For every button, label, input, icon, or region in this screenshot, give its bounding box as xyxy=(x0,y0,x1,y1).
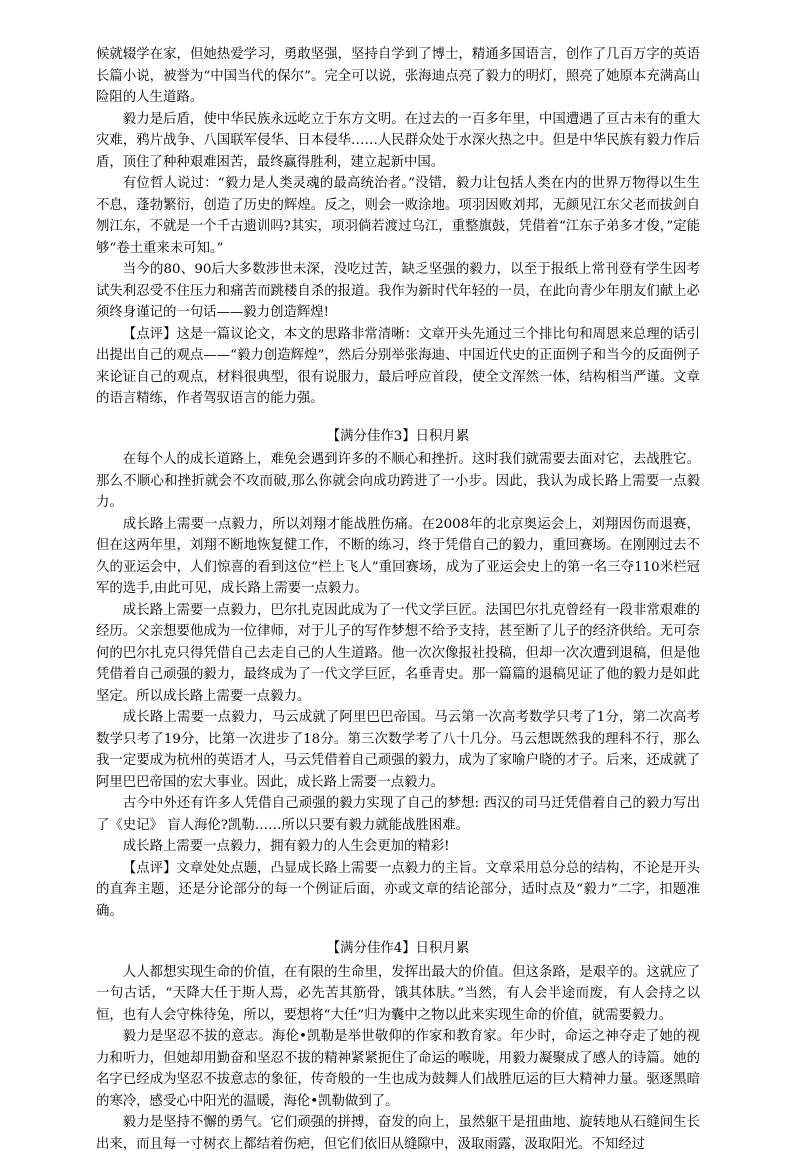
paragraph: 毅力是坚忍不拔的意志。海伦•凯勒是举世敬仰的作家和教育家。年少时，命运之神夺走了她的视力和听力，但她却用勤奋和坚忍不拔的精神紧紧扼住了命运的喉咙，用毅力凝聚成了感人的诗篇。她的名字已经成为坚忍不拔意志的象征，传奇般的一生也成为鼓舞人们战胜厄运的巨大精神力量。驱逐黑暗的寒冷，感受心中阳光的温暖，海伦•凯勒做到了。 xyxy=(96,1029,700,1109)
paragraph: 毅力是坚持不懈的勇气。它们顽强的拼搏，奋发的向上，虽然躯干是扭曲地、旋转地从石缝间生长出来，而且每一寸树衣上都结着伤疤，但它们依旧从缝隙中，汲取雨露，汲取阳光。不知经过 xyxy=(96,1115,700,1152)
section-heading: 【满分佳作4】日积月累 xyxy=(326,941,470,956)
paragraph: 古今中外还有许多人凭借自己顽强的毅力实现了自己的梦想: 西汉的司马迁凭借着自己的毅力写出了《史记》 盲人海伦?凯勒……所以只要有毅力就能战胜困难。 xyxy=(96,796,700,833)
comment-paragraph: 【点评】这是一篇议论文，本文的思路非常清晰：文章开头先通过三个排比句和周恩来总理的话引出提出自己的观点——“毅力创造辉煌”，然后分别举张海迪、中国近代史的正面例子和当今的反面例子来论证自己的观点，材料很典型，很有说服力，最后呼应首段，使全文浑然一体，结构相当严谨。文章的语言精练，作者驾驭语言的能力强。 xyxy=(96,326,700,406)
comment-paragraph: 【点评】文章处处点题，凸显成长路上需要一点毅力的主旨。文章采用总分总的结构，不论是开头的直奔主题，还是分论部分的每一个例证后面，亦或文章的结论部分，适时点及“毅力”二字，扣题准确。 xyxy=(96,860,700,919)
paragraph: 成长路上需要一点毅力，马云成就了阿里巴巴帝国。马云第一次高考数学只考了1分，第二次高考数学只考了19分，比第一次进步了18分。第三次数学考了八十几分。马云想既然我的理科不行，那么我一定要成为杭州的英语才人，马云凭借着自己顽强的毅力，成为了家喻户晓的才子。后来，还成就了阿里巴巴帝国的宏大事业。因此，成长路上需要一点毅力。 xyxy=(96,710,700,790)
paragraph: 成长路上需要一点毅力，拥有毅力的人生会更加的精彩! xyxy=(122,839,450,854)
paragraph: 在每个人的成长道路上，难免会遇到许多的不顺心和挫折。这时我们就需要去面对它，去战胜它。那么不顺心和挫折就会不攻而破,那么你就会向成功跨进了一小步。因此，我认为成长路上需要一点毅力。 xyxy=(96,452,700,510)
paragraph: 人人都想实现生命的价值，在有限的生命里，发挥出最大的价值。但这条路，是艰辛的。这就应了一句古话，“天降大任于斯人焉，必先苦其筋骨，饿其体肤。”当然，有人会半途而废，有人会持之以恒，也有人会守株待兔，所以，要想将“大任”归为囊中之物以此来实现生命的价值，就需要毅力。 xyxy=(96,964,700,1023)
paragraph: 成长路上需要一点毅力，巴尔扎克因此成为了一代文学巨匠。法国巴尔扎克曾经有一段非常艰难的经历。父亲想要他成为一位律师，对于儿子的写作梦想不给予支持，甚至断了儿子的经济供给。无可奈何的巴尔扎克只得凭借自己去走自己的人生道路。他一次次像报社投稿，但却一次次遭到退稿，但是他凭借着自己顽强的毅力，最终成为了一代文学巨匠，名垂青史。那一篇篇的退稿见证了他的毅力是如此坚定。所以成长路上需要一点毅力。 xyxy=(96,602,700,704)
paragraph: 成长路上需要一点毅力，所以刘翔才能战胜伤痛。在2008年的北京奥运会上，刘翔因伤而退赛，但在这两年里，刘翔不断地恢复健工作，不断的练习，终于凭借自己的毅力，重回赛场。在刚刚过去不久的亚运会中，人们惊喜的看到这位“栏上飞人”重回赛场，成为了亚运会史上的第一名三夺110米栏冠军的选手,由此可见，成长路上需要一点毅力。 xyxy=(96,516,700,596)
paragraph: 候就辍学在家，但她热爱学习，勇敢坚强，坚持自学到了博士，精通多国语言，创作了几百万字的英语长篇小说，被誉为“中国当代的保尔”。完全可以说，张海迪点亮了毅力的明灯，照亮了她原本充满高山险阻的人生道路。 xyxy=(96,47,700,105)
paragraph: 当今的80、90后大多数涉世未深，没吃过苦，缺乏坚强的毅力，以至于报纸上常刊登有学生因考试失利忍受不住压力和痛苦而跳楼自杀的报道。我作为新时代年轻的一员，在此向青少年朋友们献上必须终身谨记的一句话——毅力创造辉煌! xyxy=(96,262,700,320)
paragraph: 有位哲人说过：“毅力是人类灵魂的最高统治者。”没错，毅力让包括人类在内的世界万物得以生生不息，蓬勃繁衍，创造了历史的辉煌。反之，则会一败涂地。项羽因败刘邦，无颜见江东父老而拔剑自刎江东，不就是一个千古遗训吗?其实，项羽倘若渡过乌江，重整旗鼓，凭借着“江东子弟多才俊，”定能够“卷土重来未可知。” xyxy=(96,176,700,256)
section-heading: 【满分佳作3】日积月累 xyxy=(326,428,470,444)
paragraph: 毅力是后盾，使中华民族永远屹立于东方文明。在过去的一百多年里，中国遭遇了亘古未有的重大灾难，鸦片战争、八国联军侵华、日本侵华……人民群众处于水深火热之中。但是中华民族有毅力作后盾，顶住了种种艰难困苦，最终赢得胜利，建立起新中国。 xyxy=(96,111,700,170)
document-page xyxy=(96,44,700,1155)
